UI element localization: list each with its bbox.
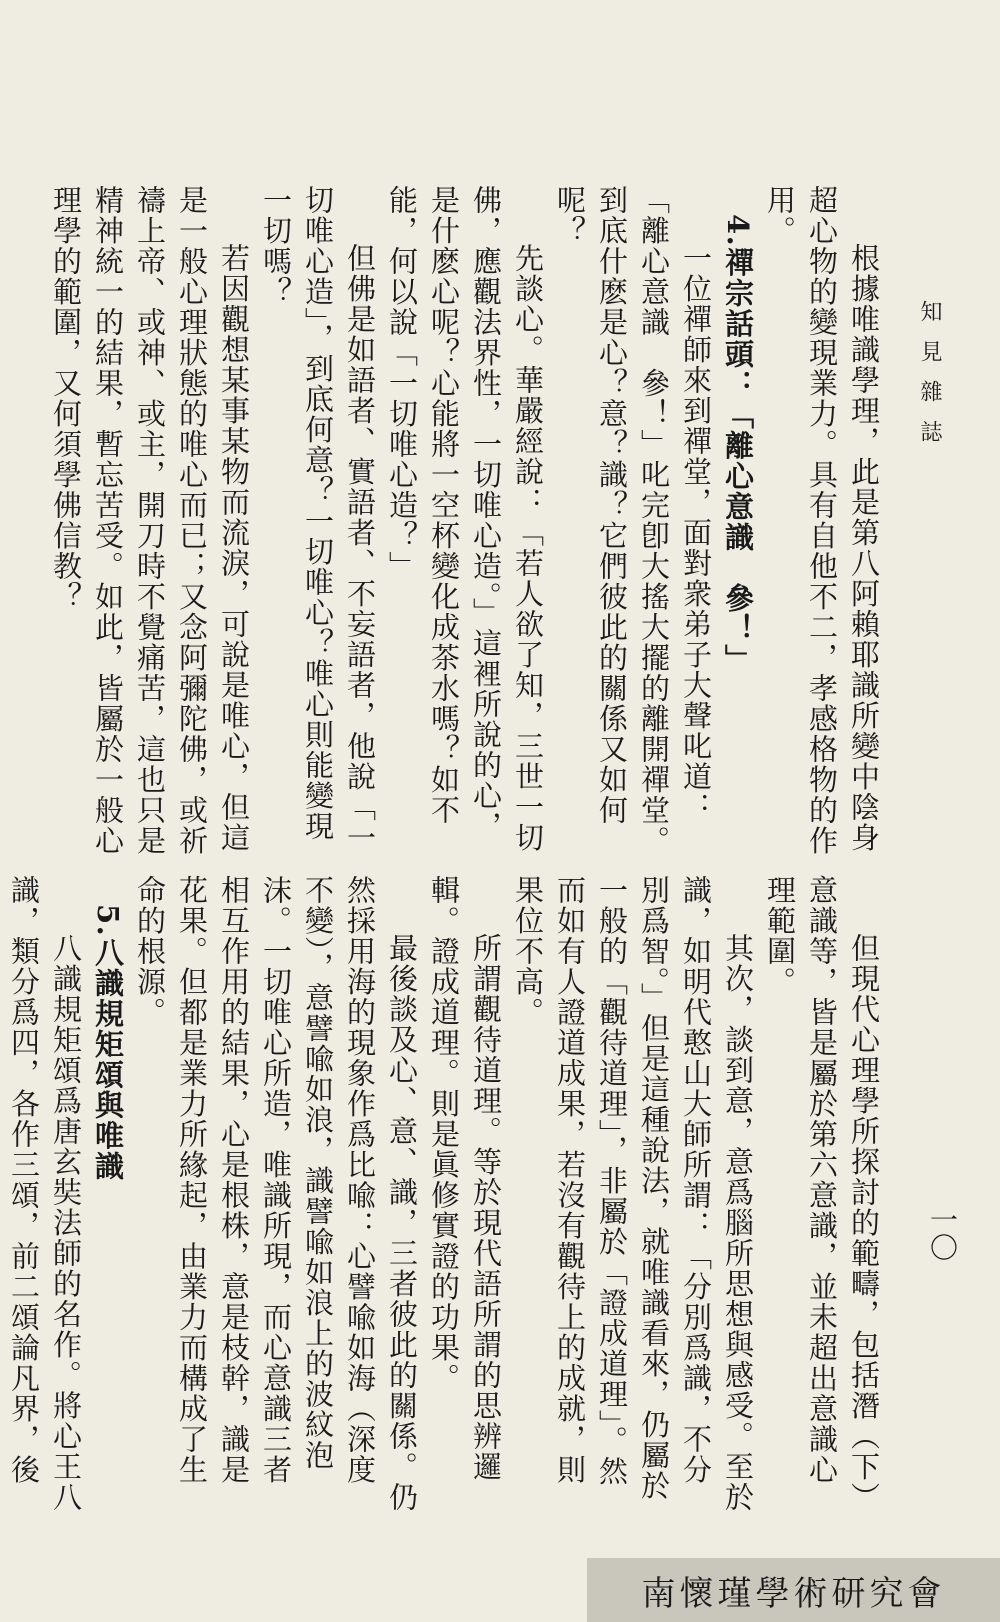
paragraph: 八識規矩頌爲唐玄奘法師的名作。將心王八識，類分爲四，各作三頌，前二頌論凡界，後 — [7, 875, 83, 1513]
publisher-banner: 南懷瑾學術研究會 — [587, 1558, 1000, 1622]
paragraph: 若因觀想某事某物而流淚，可說是唯心，但這是一般心理狀態的唯心而已；又念阿彌陀佛，或祈禱上帝、或神、或主，開刀時不覺痛苦，這也只是精神統一的結果，暫忘苦受。如此，皆屬於一般心理學的範圍，又何須學佛信教？ — [49, 185, 251, 856]
section-heading: 5.八識規矩頌與唯識 — [91, 904, 125, 1182]
paragraph: 但現代心理學所探討的範疇，包括潛（下）意識等，皆是屬於第六意識，並未超出意識心理範圍。 — [763, 875, 881, 1513]
paragraph: 先談心。華嚴經說：「若人欲了知，三世一切佛，應觀法界性，一切唯心造。」這裡所說的心，是什麽心呢？心能將一空杯變化成茶水嗎？如不能，何以說「一切唯心造？」 — [385, 185, 545, 853]
paragraph: 所謂觀待道理。等於現代語所謂的思辨邏輯。證成道理。則是眞修實證的功果。 — [427, 875, 503, 1482]
paragraph: 根據唯識學理，此是第八阿賴耶識所變中陰身超心物的變現業力。具有自他不二，孝感格物的作用。 — [763, 185, 881, 856]
page-number: 一〇 — [926, 1205, 959, 1261]
paragraph: 其次，談到意，意爲腦所思想與感受。至於識，如明代憨山大師所謂：「分別爲識，不分別爲智。」但是這種說法，就唯識看來，仍屬於一般的「觀待道理」，非屬於「證成道理」。然而如有人證道成果，若沒有觀待上的成就，則果位不高。 — [511, 875, 755, 1513]
section-heading: 4.禪宗話頭：「離心意識 參！」 — [721, 214, 755, 675]
paragraph: 但佛是如語者、實語者、不妄語者，他說「一切唯心造」，到底何意？一切唯心？唯心則能變現一切嗎？ — [259, 185, 377, 853]
paragraph: 最後談及心、意、識，三者彼此的關係。仍然採用海的現象作爲比喩：心譬喩如海（深度不變），意譬喩如浪，識譬喩如浪上的波紋泡沫。一切唯心所造，唯識所現，而心意識三者相互作用的結果，心是根株，意是枝幹，識是花果。但都是業力所緣起，由業力而構成了生命的根源。 — [133, 875, 419, 1513]
journal-title: 知見雜誌 — [917, 300, 942, 460]
paragraph: 一位禪師來到禪堂，面對衆弟子大聲叱道：「離心意識 參！」叱完卽大搖大擺的離開禪堂。到底什麽是心？意？識？它們彼此的關係又如何呢？ — [553, 185, 713, 856]
bottom-text-block — [7, 875, 885, 1515]
top-text-block — [49, 185, 885, 865]
